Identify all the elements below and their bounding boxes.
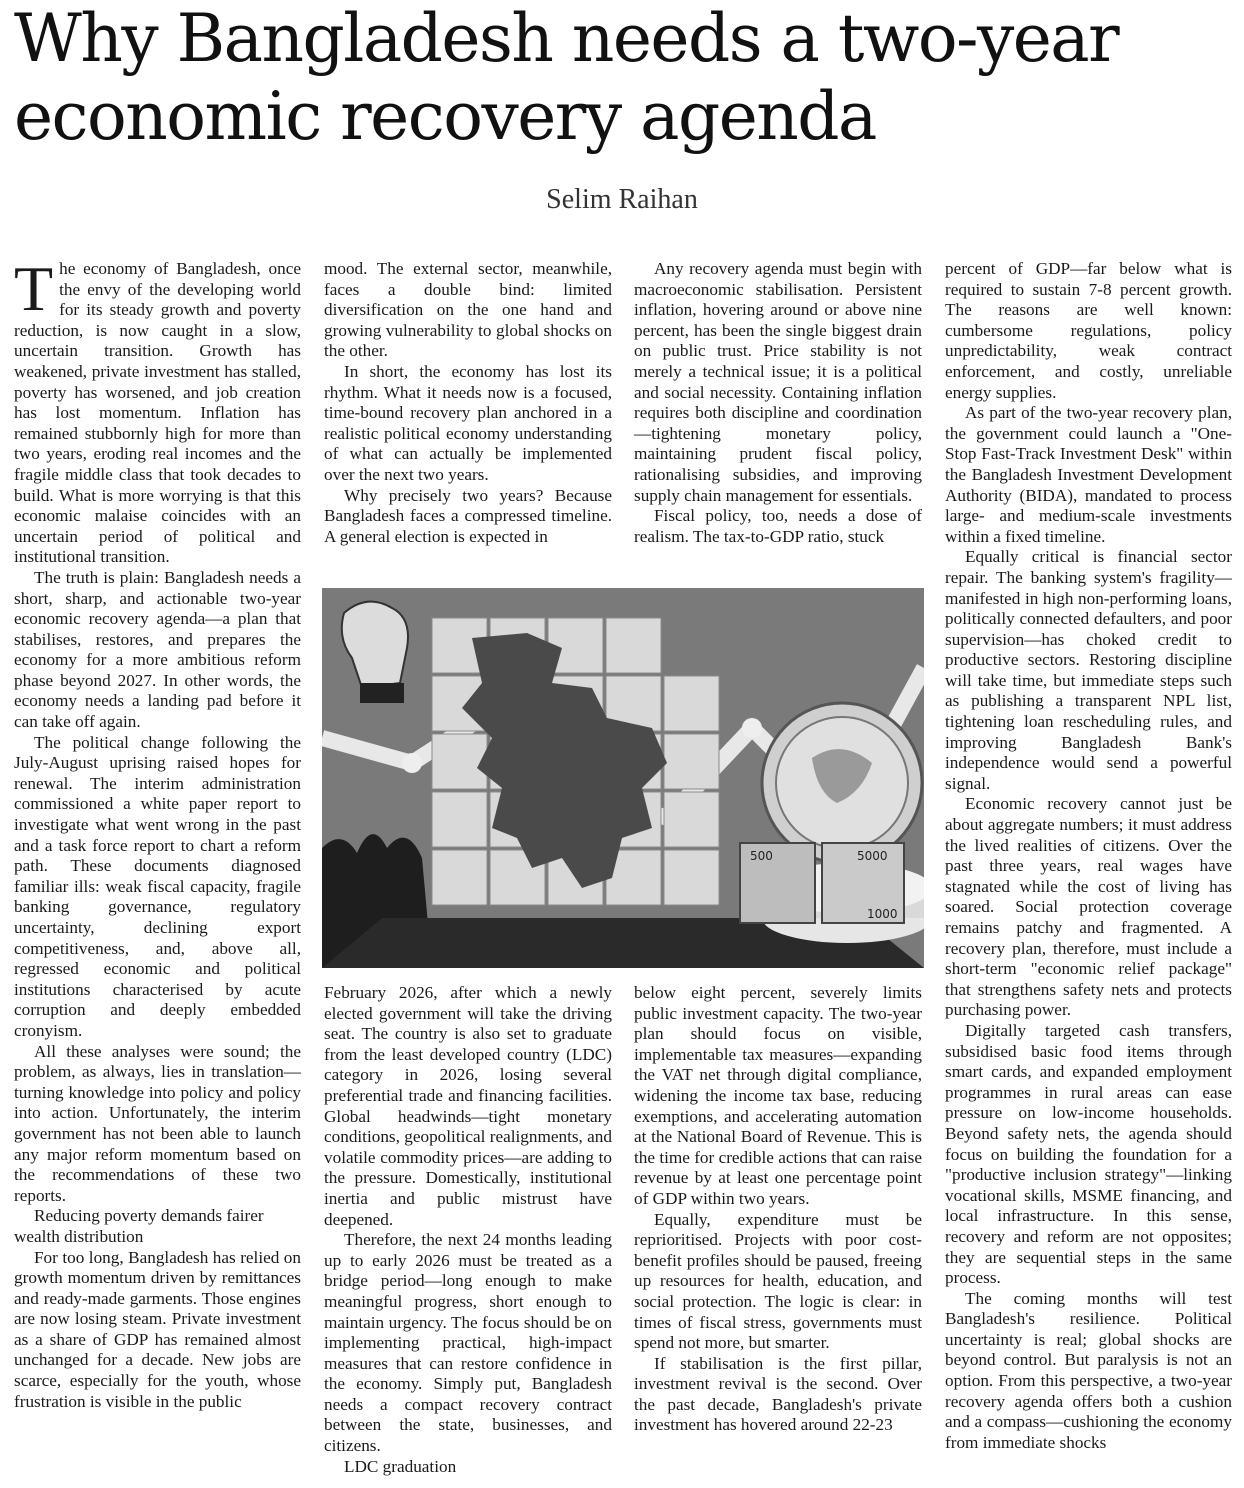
banknote-label-500: 500	[750, 849, 773, 863]
paragraph: For too long, Bangladesh has relied on growth momentum driven by remittances and ready-made garments. Those engines are now losing steam. Private investment as a share of GDP has remained almost unchanged for a decade. New jobs are scarce, especially for the youth, whose frustration is visible in the public	[14, 1247, 301, 1411]
paragraph: mood. The external sector, meanwhile, faces a double bind: limited diversification on the one hand and growing vulnerability to global shocks on the other.	[324, 259, 612, 361]
paragraph: Equally critical is financial sector repair. The banking system's fragility—manifested in high non-performing loans, politically connected defaulters, and poor supervision—has choked credit to productive sectors. Restoring discipline will take time, but immediate steps such as publishing a transparent NPL list, tightening loan rescheduling rules, and improving Bangladesh Bank's independence would send a powerful signal.	[945, 547, 1232, 793]
paragraph: Any recovery agenda must begin with macroeconomic stabilisation. Persistent inflation, hovering around or above nine percent, has been the single biggest drain on public trust. Price stability is not merely a technical issue; it is a political and social necessity. Containing inflation requires both discipline and coordination—tightening monetary policy, maintaining prudent fiscal policy, rationalising subsidies, and improving supply chain management for essentials.	[634, 259, 922, 505]
paragraph: The political change following the July-August uprising raised hopes for renewal. The interim administration commissioned a white paper report to investigate what went wrong in the past and a task force report to chart a reform path. These documents diagnosed familiar ills: weak fiscal capacity, fragile banking governance, regulatory uncertainty, declining export competitiveness, and, above all, regressed economic and political institutions characterised by acute corruption and deeply embedded cronyism.	[14, 732, 301, 1040]
headline: Why Bangladesh needs a two-year economic recovery agenda	[14, 0, 1119, 155]
subheading: LDC graduation	[344, 1456, 457, 1476]
drop-cap: T	[14, 253, 54, 324]
paragraph: Fiscal policy, too, needs a dose of realism. The tax-to-GDP ratio, stuck	[634, 506, 922, 546]
column-2-top	[324, 259, 612, 547]
paragraph: The truth is plain: Bangladesh needs a short, sharp, and actionable two-year economic recovery agenda—a plan that stabilises, restores, and prepares the economy for a more ambitious reform phase beyond 2027. In other words, the economy needs a landing pad before it can take off again.	[14, 567, 301, 732]
paragraph: As part of the two-year recovery plan, the government could launch a "One-Stop Fast-Track Investment Desk" within the Bangladesh Investment Development Authority (BIDA), mandated to process large- and medium-scale investments within a fixed timeline.	[945, 403, 1232, 546]
paragraph: Therefore, the next 24 months leading up to early 2026 must be treated as a bridge period—long enough to make meaningful progress, short enough to maintain urgency. The focus should be on implementing practical, high-impact measures that can restore confidence in the economy. Simply put, Bangladesh needs a compact recovery contract between the state, businesses, and citizens.	[324, 1230, 612, 1456]
column-1	[14, 253, 301, 1412]
column-3-top	[634, 259, 922, 547]
paragraph: below eight percent, severely limits public investment capacity. The two-year plan should focus on visible, implementable tax measures—expanding the VAT net through digital compliance, widening the income tax base, reducing exemptions, and accelerating automation at the National Board of Revenue. This is the time for credible actions that can raise revenue by at least one percentage point of GDP within two years.	[634, 983, 922, 1208]
paragraph: All these analyses were sound; the problem, as always, lies in translation—turning knowledge into policy and policy into action. Unfortunately, the interim government has not been able to launch any major reform momentum based on the recommendations of these two reports.	[14, 1041, 301, 1205]
paragraph: Digitally targeted cash transfers, subsidised basic food items through smart cards, and expanded employment programmes in rural areas can ease pressure on low-income households. Beyond safety nets, the agenda should focus on building the foundation for a "productive inclusion strategy"—linking vocational skills, MSME financing, and local infrastructure. In this sense, recovery and reform are not opposites; they are sequential steps in the same process.	[945, 1020, 1232, 1288]
paragraph: If stabilisation is the first pillar, investment revival is the second. Over the past decade, Bangladesh's private investment has hovered around 22-23	[634, 1353, 922, 1435]
banknote-label-1000: 1000	[867, 907, 898, 921]
article-illustration	[322, 588, 924, 968]
paragraph: Economic recovery cannot just be about aggregate numbers; it must address the lived realities of citizens. Over the past three years, real wages have stagnated while the cost of living has soared. Social protection coverage remains patchy and fragmented. A recovery plan, therefore, must include a short-term "economic relief package" that strengthens safety nets and protects purchasing power.	[945, 794, 1232, 1020]
paragraph: percent of GDP—far below what is required to sustain 7-8 percent growth. The reasons are well known: cumbersome regulations, policy unpredictability, weak contract enforcement, and costly, unreliable energy supplies.	[945, 259, 1232, 402]
column-3-bottom	[634, 983, 922, 1436]
column-2-bottom	[324, 983, 612, 1477]
paragraph: The coming months will test Bangladesh's resilience. Political uncertainty is real; global shocks are beyond control. But paralysis is not an option. From this perspective, a two-year recovery agenda offers both a cushion and a compass—cushioning the economy from immediate shocks	[945, 1288, 1232, 1452]
paragraph: In short, the economy has lost its rhythm. What it needs now is a focused, time-bound recovery plan anchored in a realistic political economy understanding of what can actually be implemented over the next two years.	[324, 361, 612, 484]
paragraph: Equally, expenditure must be reprioritised. Projects with poor cost-benefit profiles should be paused, freeing up resources for health, education, and social protection. The logic is clear: in times of fiscal stress, governments must spend not more, but smarter.	[634, 1209, 922, 1353]
banknote-label-5000: 5000	[857, 849, 888, 863]
paragraph-text: he economy of Bangladesh, once the envy of the developing world for its steady growth and poverty reduction, is now caught in a slow, uncertain transition. Growth has weakened, private investment has stalled, poverty has worsened, and job creation has lost momentum. Inflation has remained stubbornly high for more than two years, eroding real incomes and the fragile middle class that took decades to build. What is more worrying is that this economic malaise coincides with an uncertain period of political and institutional transition.	[14, 259, 301, 567]
subheading: Reducing poverty demands fairer wealth distribution	[14, 1206, 264, 1246]
paragraph: February 2026, after which a newly elected government will take the driving seat. The country is also set to graduate from the least developed country (LDC) category in 2026, losing several preferential trade and financing facilities. Global headwinds—tight monetary conditions, geopolitical realignments, and volatile commodity prices—are adding to the pressure. Domestically, institutional inertia and public mistrust have deepened.	[324, 983, 612, 1229]
paragraph: Why precisely two years? Because Bangladesh faces a compressed timeline. A general election is expected in	[324, 485, 612, 546]
column-4	[945, 259, 1232, 1453]
illustration-graphic	[322, 588, 924, 968]
paragraph	[14, 253, 301, 568]
byline: Selim Raihan	[546, 184, 698, 215]
